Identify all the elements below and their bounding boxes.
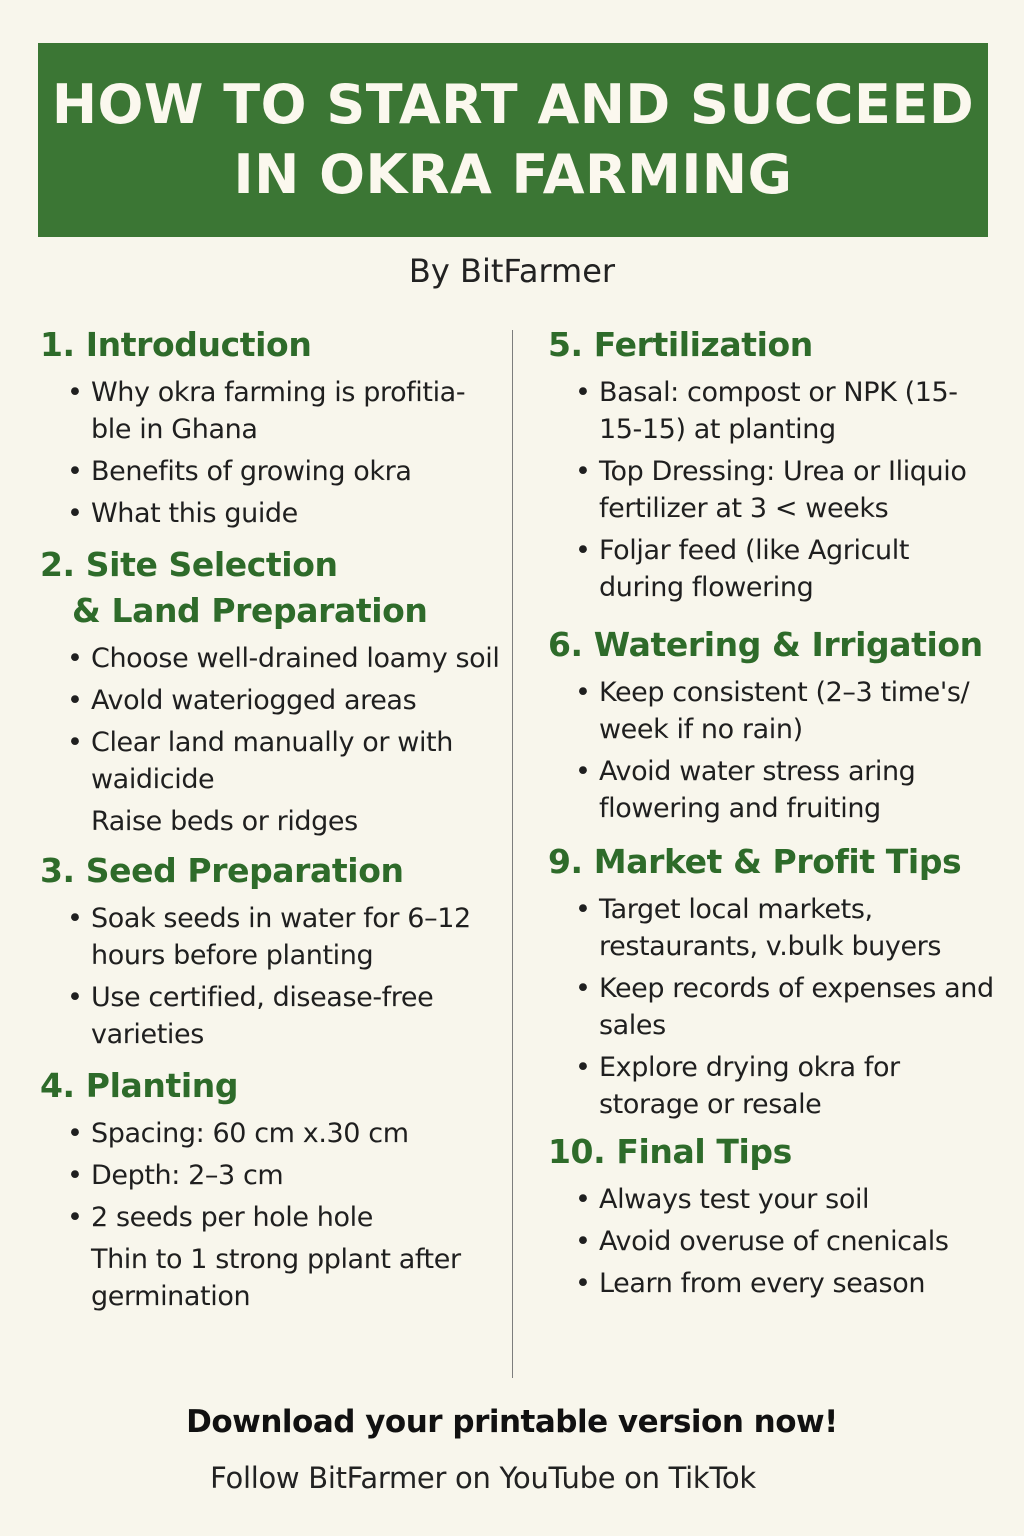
guide-section <box>40 1063 502 1315</box>
bullet-icon: • <box>67 1160 83 1191</box>
bullet-list <box>548 891 994 1123</box>
guide-section <box>548 839 994 1123</box>
bullet-list <box>40 374 502 532</box>
list-item-text: Soak seeds in water for 6–12 hours before planting <box>91 903 471 971</box>
list-item-text: Depth: 2–3 cm <box>91 1160 284 1191</box>
column-divider <box>512 330 513 1378</box>
page-title-line-2: IN OKRA FARMING <box>233 143 793 206</box>
list-item-text: Spacing: 60 cm x.30 cm <box>91 1118 409 1149</box>
list-item-text: 2 seeds per hole hole <box>91 1202 373 1233</box>
list-item-text: What this guide <box>91 498 298 529</box>
list-item-text: Target local markets, restaurants, v.bulk buyers <box>599 894 942 962</box>
bullet-icon: • <box>575 973 591 1004</box>
list-item-text: Keep consistent (2–3 time's/ week if no rain) <box>599 677 970 745</box>
bullet-icon: • <box>575 894 591 925</box>
list-item <box>40 803 502 840</box>
list-item-text: Thin to 1 strong pplant after germination <box>91 1244 461 1312</box>
left-column <box>40 322 502 1320</box>
section-heading-text: 9. Market & Profit Tips <box>548 842 962 881</box>
list-item <box>548 1223 994 1260</box>
bullet-icon: • <box>67 456 83 487</box>
list-item-text: Benefits of growing okra <box>91 456 412 487</box>
section-heading <box>40 322 502 368</box>
bullet-icon: • <box>67 685 83 716</box>
bullet-icon: • <box>67 377 83 408</box>
list-item-text: Explore drying okra for storage or resale <box>599 1052 900 1120</box>
list-item-text: Clear land manually or with waidicide <box>91 727 453 795</box>
section-heading-text: 3. Seed Preparation <box>40 851 404 890</box>
section-heading-text: 5. Fertilization <box>548 325 813 364</box>
list-item <box>40 640 502 677</box>
list-item <box>548 374 994 448</box>
list-item-text: Foljar feed (like Agricult during flowering <box>599 535 910 603</box>
guide-section <box>548 1129 994 1302</box>
list-item <box>548 891 994 965</box>
download-cta: Download your printable version now! <box>186 1404 838 1440</box>
list-item-text: Top Dressing: Urea or Iliquio fertilizer at 3 < weeks <box>599 456 967 524</box>
list-item <box>40 495 502 532</box>
list-item <box>40 1199 502 1236</box>
bullet-list <box>40 900 502 1053</box>
bullet-icon: • <box>575 1052 591 1083</box>
list-item-text: Raise beds or ridges <box>91 806 358 837</box>
section-heading <box>548 839 994 885</box>
bullet-icon: • <box>67 643 83 674</box>
section-heading-text: 6. Watering & Irrigation <box>548 625 983 664</box>
list-item <box>548 532 994 606</box>
list-item-text: Avoid overuse of cnenicals <box>599 1226 949 1257</box>
list-item-text: Avold wateriogged areas <box>91 685 417 716</box>
section-heading-text: 2. Site Selection <box>40 545 338 584</box>
page-title-line-1: HOW TO START AND SUCCEED <box>51 73 975 136</box>
bullet-list <box>548 374 994 606</box>
list-item <box>40 900 502 974</box>
bullet-icon: • <box>575 535 591 566</box>
list-item-text: Always test your soil <box>599 1184 870 1215</box>
list-item <box>40 374 502 448</box>
guide-section <box>40 542 502 840</box>
section-heading <box>40 542 502 634</box>
bullet-icon: • <box>575 677 591 708</box>
bullet-icon: • <box>67 727 83 758</box>
list-item-text: Choose well-drained loamy soil <box>91 643 500 674</box>
list-item <box>40 1241 502 1315</box>
list-item <box>548 674 994 748</box>
list-item <box>40 1157 502 1194</box>
guide-section <box>40 322 502 532</box>
bullet-list <box>548 1181 994 1302</box>
list-item <box>548 1181 994 1218</box>
bullet-icon: • <box>575 1226 591 1257</box>
section-heading <box>40 848 502 894</box>
title-banner <box>38 43 988 237</box>
section-heading-text: 1. Introduction <box>40 325 312 364</box>
section-heading-text: 10. Final Tips <box>548 1132 792 1171</box>
list-item <box>548 453 994 527</box>
byline: By BitFarmer <box>408 252 616 290</box>
section-heading-subline: & Land Preparation <box>72 591 428 630</box>
list-item <box>40 724 502 798</box>
guide-section <box>548 622 994 827</box>
bullet-icon: • <box>575 1268 591 1299</box>
right-column <box>548 322 994 1307</box>
list-item-text: Avoid water stress aring flowering and fruiting <box>599 756 916 824</box>
list-item <box>40 1115 502 1152</box>
list-item <box>40 682 502 719</box>
bullet-icon: • <box>575 1184 591 1215</box>
list-item <box>40 453 502 490</box>
bullet-icon: • <box>67 1118 83 1149</box>
list-item <box>548 970 994 1044</box>
section-heading-text: 4. Planting <box>40 1066 239 1105</box>
list-item-text: Keep records of expenses and sales <box>599 973 994 1041</box>
bullet-icon: • <box>67 498 83 529</box>
list-item <box>40 979 502 1053</box>
bullet-icon: • <box>575 377 591 408</box>
bullet-list <box>40 640 502 840</box>
list-item <box>548 1049 994 1123</box>
bullet-icon: • <box>67 1202 83 1233</box>
list-item-text: Basal: compost or NPK (15-15-15) at planting <box>599 377 958 445</box>
section-heading <box>548 322 994 368</box>
bullet-list <box>40 1115 502 1315</box>
bullet-icon: • <box>575 756 591 787</box>
guide-section <box>548 322 994 606</box>
bullet-icon: • <box>575 456 591 487</box>
section-heading <box>548 622 994 668</box>
guide-section <box>40 848 502 1053</box>
bullet-icon: • <box>67 982 83 1013</box>
bullet-icon: • <box>67 903 83 934</box>
section-heading <box>548 1129 994 1175</box>
follow-line: Follow BitFarmer on YouTube on TikTok <box>210 1461 756 1495</box>
list-item <box>548 1265 994 1302</box>
list-item-text: Learn from every season <box>599 1268 926 1299</box>
list-item-text: Use certified, disease-free varieties <box>91 982 434 1050</box>
bullet-list <box>548 674 994 827</box>
list-item <box>548 753 994 827</box>
list-item-text: Why okra farming is profitia-ble in Ghana <box>91 377 466 445</box>
section-heading <box>40 1063 502 1109</box>
